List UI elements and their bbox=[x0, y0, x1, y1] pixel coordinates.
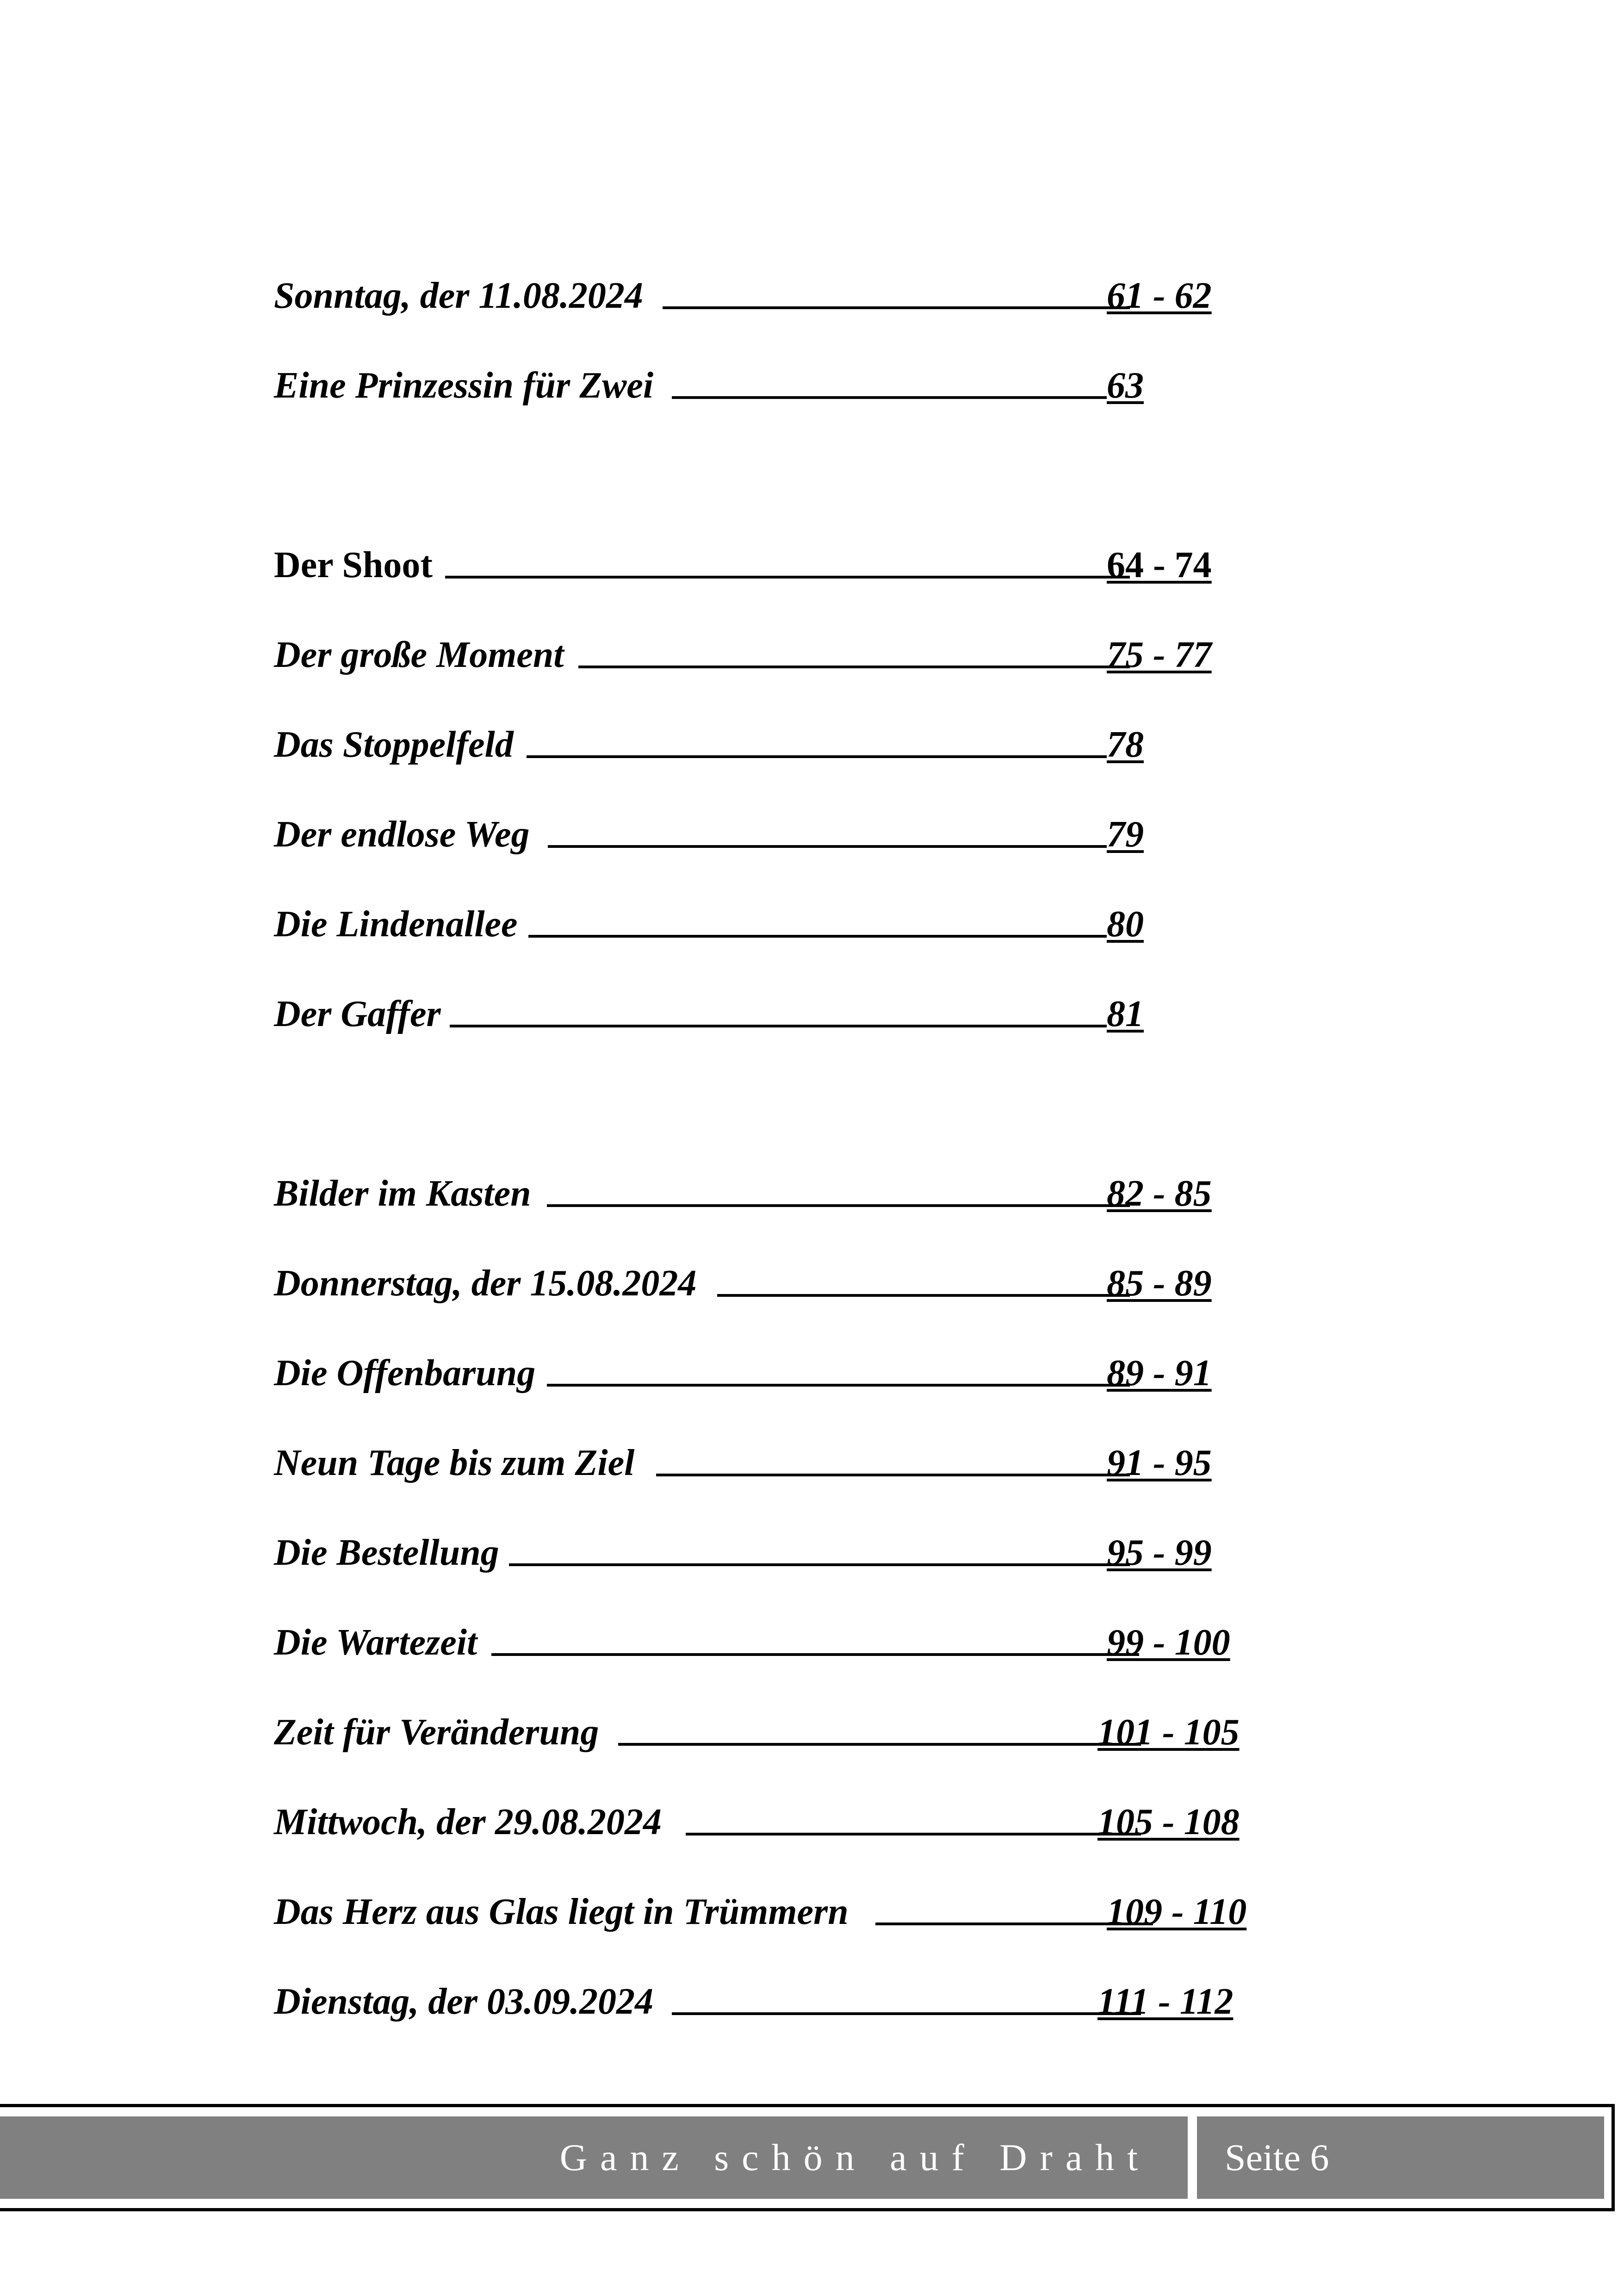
toc-entry-pages: 78 bbox=[1107, 724, 1144, 765]
toc-entry-pages: 105 - 108 bbox=[1097, 1802, 1240, 1842]
toc-leader-line bbox=[527, 724, 1107, 758]
toc-leader-line bbox=[672, 1981, 1141, 2015]
toc-leader-line bbox=[672, 365, 1107, 399]
toc-leader-line bbox=[663, 275, 1130, 309]
toc-entry-pages: 61 - 62 bbox=[1107, 275, 1212, 316]
toc-leader-line bbox=[578, 634, 1130, 668]
toc-leader-line bbox=[686, 1801, 1141, 1836]
toc-entry-title: Neun Tage bis zum Ziel bbox=[274, 1443, 635, 1483]
toc-entry-title: Dienstag, der 03.09.2024 bbox=[274, 1981, 653, 2022]
toc-entry-title: Der große Moment bbox=[274, 635, 564, 675]
book-title: Ganz schön auf Draht bbox=[559, 2136, 1151, 2178]
toc-leader-line bbox=[656, 1442, 1130, 1476]
toc-entry-title: Der Shoot bbox=[274, 545, 433, 585]
toc-entry-pages: 89 - 91 bbox=[1107, 1353, 1212, 1394]
toc-leader-line bbox=[491, 1622, 1139, 1656]
toc-leader-line bbox=[547, 1352, 1130, 1387]
toc-entry-title: Das Herz aus Glas liegt in Trümmern bbox=[274, 1892, 849, 1932]
footer-page-box bbox=[1197, 2116, 1604, 2199]
page-number: Seite 6 bbox=[1225, 2136, 1329, 2178]
toc-leader-line bbox=[509, 1532, 1130, 1566]
footer-title-box bbox=[0, 2116, 1190, 2199]
toc-leader-line bbox=[618, 1711, 1141, 1746]
toc-entry-pages: 91 - 95 bbox=[1107, 1443, 1212, 1483]
toc-entry-pages: 85 - 89 bbox=[1107, 1263, 1212, 1304]
toc-entry-title: Mittwoch, der 29.08.2024 bbox=[274, 1802, 662, 1842]
toc-entry-title: Der Gaffer bbox=[274, 994, 441, 1034]
toc-entry-title: Der endlose Weg bbox=[274, 814, 530, 855]
toc-entry-title: Zeit für Veränderung bbox=[274, 1712, 599, 1753]
toc-leader-line bbox=[528, 903, 1107, 938]
toc-entry-pages: 111 - 112 bbox=[1097, 1981, 1234, 2022]
toc-entry-title: Donnerstag, der 15.08.2024 bbox=[274, 1263, 697, 1304]
toc-entry-pages: 75 - 77 bbox=[1107, 635, 1212, 675]
toc-entry-title: Das Stoppelfeld bbox=[274, 724, 514, 765]
toc-entry-title: Bilder im Kasten bbox=[274, 1173, 531, 1214]
toc-entry-pages: 95 - 99 bbox=[1107, 1532, 1212, 1573]
toc-entry-title: Die Lindenallee bbox=[274, 904, 518, 945]
toc-entry-pages: 99 - 100 bbox=[1107, 1622, 1230, 1663]
toc-entry-pages: 109 - 110 bbox=[1107, 1892, 1247, 1932]
toc-entry-title: Sonntag, der 11.08.2024 bbox=[274, 275, 643, 316]
toc-entry-pages: 64 - 74 bbox=[1107, 545, 1212, 585]
toc-leader-line bbox=[445, 544, 1130, 579]
toc-entry-pages: 82 - 85 bbox=[1107, 1173, 1212, 1214]
toc-leader-line bbox=[548, 814, 1107, 848]
toc-entry-title: Die Bestellung bbox=[274, 1532, 499, 1573]
toc-entry-pages: 79 bbox=[1107, 814, 1144, 855]
toc-leader-line bbox=[450, 993, 1107, 1027]
toc-entry-pages: 80 bbox=[1107, 904, 1144, 945]
toc-entry-title: Eine Prinzessin für Zwei bbox=[274, 365, 654, 406]
toc-entry-pages: 81 bbox=[1107, 994, 1144, 1034]
toc-entry-pages: 101 - 105 bbox=[1097, 1712, 1240, 1753]
page-footer bbox=[0, 2104, 1615, 2211]
toc-entry-pages: 63 bbox=[1107, 365, 1144, 406]
toc-leader-line bbox=[547, 1173, 1130, 1207]
toc-entry-title: Die Offenbarung bbox=[274, 1353, 536, 1394]
toc-entry-title: Die Wartezeit bbox=[274, 1622, 477, 1663]
toc-leader-line bbox=[717, 1263, 1130, 1297]
